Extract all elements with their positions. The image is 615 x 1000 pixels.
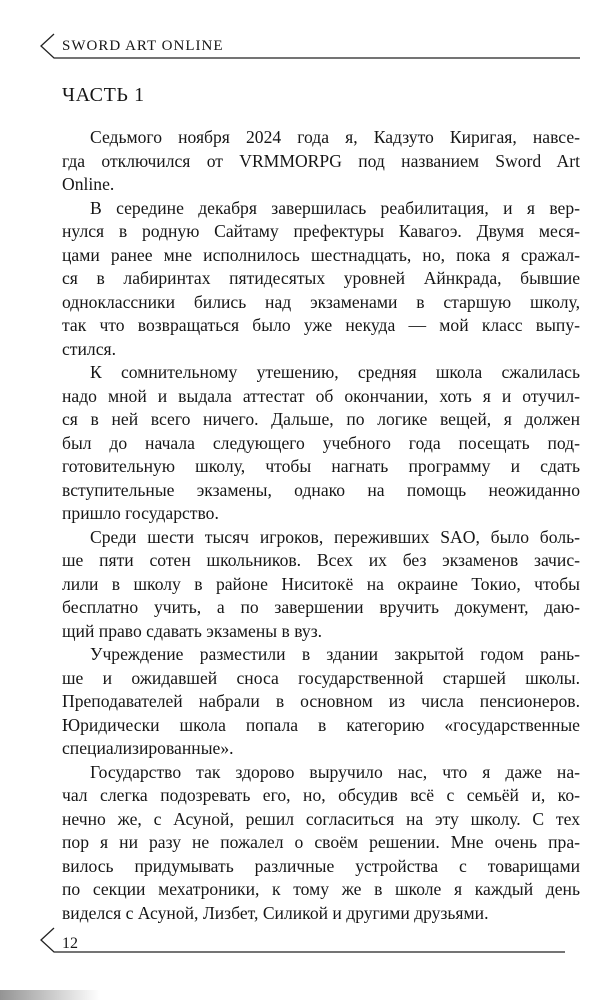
page-number: 12	[62, 935, 78, 952]
text-line: виделся с Асуной, Лизбет, Силикой и другими друзьями.	[62, 902, 489, 923]
text-line: Государство так здорово выручило нас, что я даже на-	[90, 761, 580, 782]
text-line: Среди шести тысяч игроков, переживших SAO, было боль-	[90, 526, 580, 547]
text-line: Седьмого ноября 2024 года я, Кадзуто Киригая, навсе-	[90, 127, 580, 147]
text-line: Учреждение разместили в здании закрытой годом рань-	[90, 644, 580, 664]
header-rule	[0, 0, 615, 70]
scan-shadow	[0, 990, 100, 1000]
text-line: лили в школу в районе Ниситокё на окраине Токио, чтобы	[62, 573, 580, 594]
text-line: В середине декабря завершилась реабилитация, и я вер-	[90, 197, 580, 218]
paragraph	[62, 126, 580, 197]
footer-rule	[0, 920, 615, 970]
paragraph	[62, 761, 580, 926]
text-line: щий право сдавать экзамены в вуз.	[62, 620, 323, 641]
text-line: надо мной и выдала аттестат об окончании, хоть я и отучил-	[62, 385, 580, 406]
text-line: одноклассники бились над экзаменами в старшую школу,	[62, 291, 580, 312]
text-line: вступительные экзамены, однако на помощь неожиданно	[62, 479, 580, 500]
text-line: ше пяти сотен школьников. Всех их без экзаменов зачис-	[62, 550, 580, 570]
paragraph	[62, 526, 580, 644]
text-line: был до начала следующего учебного года посещать под-	[62, 432, 580, 453]
text-line: ся в лабиринтах пятидесятых уровней Айнкрада, бывшие	[62, 268, 580, 288]
text-line: пор я ни разу не пожалел о своём решении. Мне очень пра-	[62, 832, 580, 852]
text-line: по секции мехатроники, к тому же в школе я каждый день	[62, 879, 580, 899]
text-line: нечно же, с Асуной, решил согласиться на эту школу. С тех	[62, 808, 580, 829]
text-line: так что возвращаться было уже некуда — мой класс выпу-	[62, 315, 580, 335]
text-line: К сомнительному утешению, средняя школа сжалилась	[90, 362, 580, 382]
body-text	[62, 126, 580, 925]
text-line: ся в ней всего ничего. Дальше, по логике вещей, я должен	[62, 409, 580, 429]
text-line: готовительную школу, чтобы нагнать программу и сдать	[62, 456, 580, 476]
text-line: пришло государство.	[62, 503, 219, 523]
paragraph	[62, 643, 580, 761]
text-line: гда отключился от VRMMORPG под названием Sword Art	[62, 150, 580, 171]
text-line: бесплатно учить, а по завершении вручить документ, даю-	[62, 597, 580, 617]
running-title: SWORD ART ONLINE	[62, 38, 224, 54]
paragraph	[62, 361, 580, 526]
text-line: Online.	[62, 174, 115, 194]
text-line: чал слегка подозревать его, но, обсудив всё с семьёй и, ко-	[62, 785, 580, 805]
text-line: ше и ожидавшей сноса государственной старшей школы.	[62, 667, 580, 688]
text-line: Преподавателей набрали в основном из числа пенсионеров.	[62, 691, 580, 711]
chapter-title: ЧАСТЬ 1	[62, 84, 145, 106]
text-line: Юридически школа попала в категорию «государственные	[62, 714, 580, 735]
text-line: стился.	[62, 338, 116, 359]
paragraph	[62, 197, 580, 362]
text-line: цами ранее мне исполнилось шестнадцать, но, пока я сражал-	[62, 244, 580, 265]
text-line: специализированные».	[62, 738, 234, 758]
text-line: вилось придумывать различные устройства с товарищами	[62, 855, 580, 876]
text-line: нулся в родную Сайтаму префектуры Кавагоэ. Двумя меся-	[62, 221, 580, 241]
